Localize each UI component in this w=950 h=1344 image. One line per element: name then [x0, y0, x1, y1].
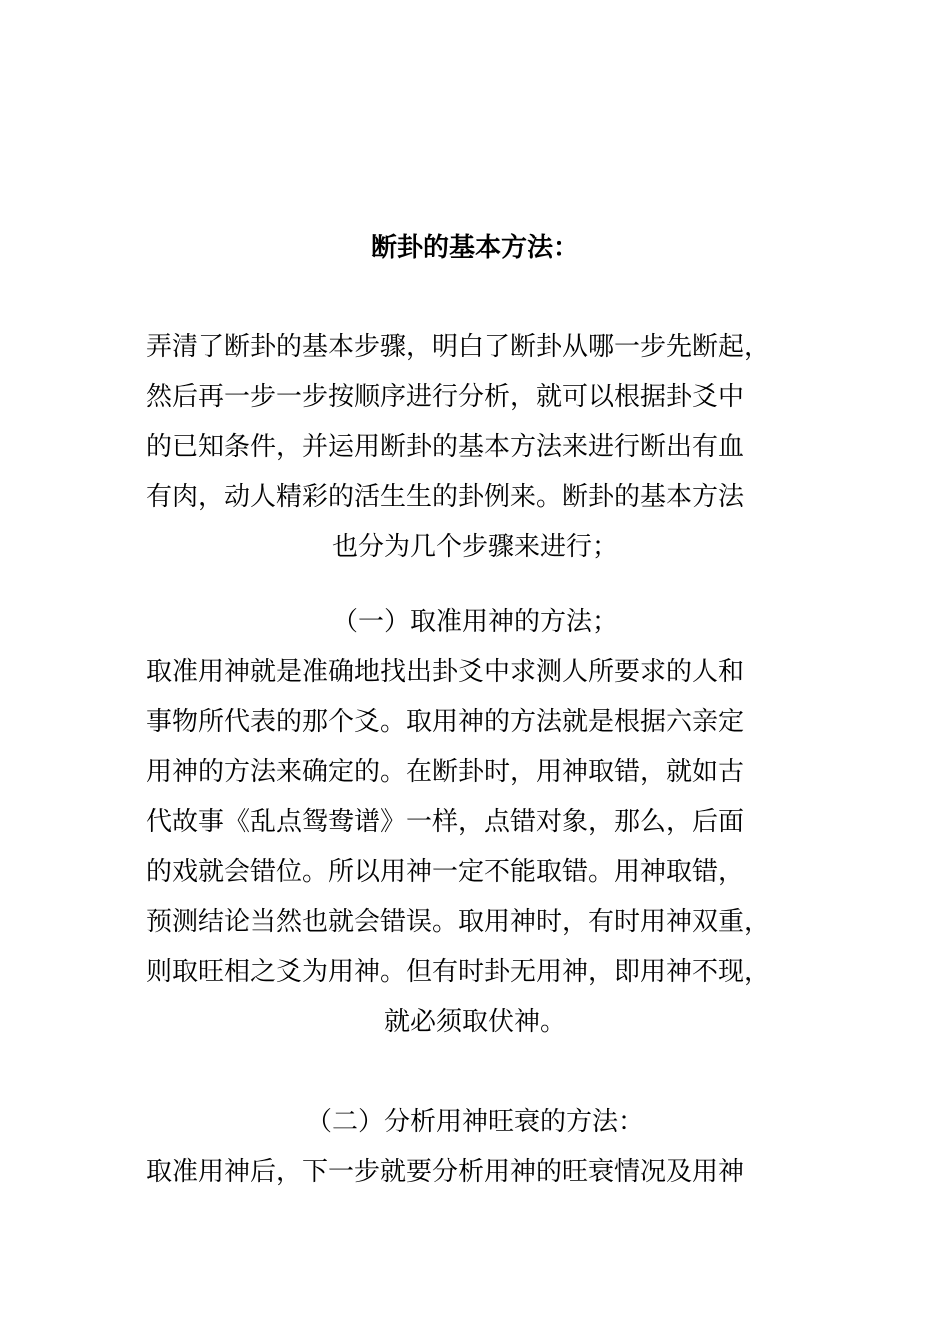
paragraph-line: 就必须取伏神。: [383, 1007, 566, 1037]
paragraph-line: 事物所代表的那个爻。取用神的方法就是根据六亲定: [146, 707, 745, 737]
paragraph-line: 的已知条件，并运用断卦的基本方法来进行断出有血: [146, 432, 745, 462]
section-heading: （一）取准用神的方法；: [331, 607, 618, 637]
paragraph-line: 则取旺相之爻为用神。但有时卦无用神，即用神不现，: [146, 957, 771, 987]
document-title: 断卦的基本方法：: [370, 233, 579, 263]
paragraph-line: 的戏就会错位。所以用神一定不能取错。用神取错，: [146, 857, 745, 887]
paragraph-line: 也分为几个步骤来进行；: [331, 532, 618, 562]
paragraph-line: 取准用神就是准确地找出卦爻中求测人所要求的人和: [146, 657, 745, 687]
paragraph-line: 有肉，动人精彩的活生生的卦例来。断卦的基本方法: [146, 482, 745, 512]
paragraph-line: 弄清了断卦的基本步骤，明白了断卦从哪一步先断起，: [146, 332, 771, 362]
paragraph-line: 取准用神后，下一步就要分析用神的旺衰情况及用神: [146, 1157, 745, 1187]
paragraph-line: 然后再一步一步按顺序进行分析，就可以根据卦爻中: [146, 382, 745, 412]
paragraph-line: 预测结论当然也就会错误。取用神时，有时用神双重，: [146, 907, 771, 937]
paragraph-line: 代故事《乱点鸳鸯谱》一样，点错对象，那么，后面: [146, 807, 745, 837]
paragraph-line: 用神的方法来确定的。在断卦时，用神取错，就如古: [146, 757, 745, 787]
section-heading: （二）分析用神旺衰的方法：: [305, 1107, 644, 1137]
